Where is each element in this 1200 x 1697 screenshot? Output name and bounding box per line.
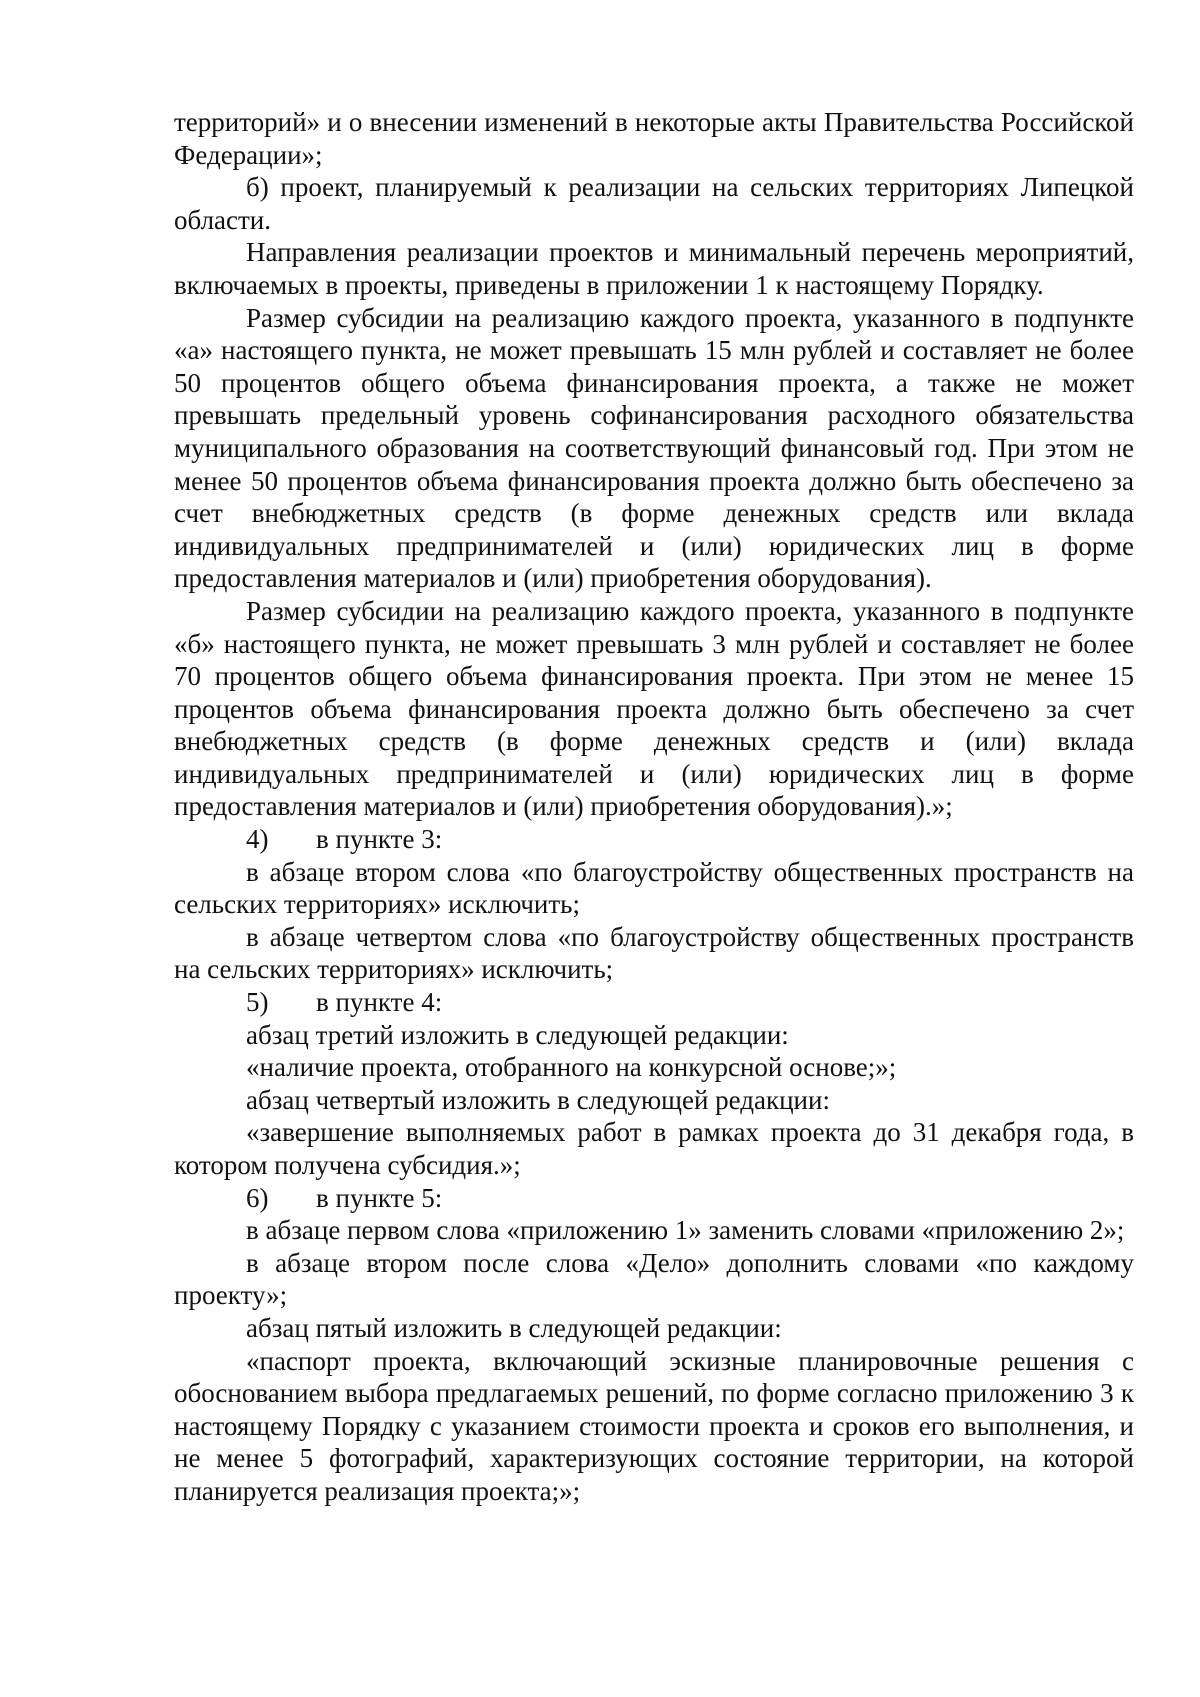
paragraph-quote-passport: «паспорт проекта, включающий эскизные планировочные решения с обоснованием выбора предлагаемых решений, по форме согласно приложению 3 к настоящему Порядку с указанием стоимости проекта и сроков его выполнения, и не менее 5 фотографий, характеризующих состояние территории, на которой планируется реализация проекта;»; <box>174 1345 1134 1506</box>
list-item-number: 4) <box>246 824 269 855</box>
paragraph-abzac-fifth-edit: абзац пятый изложить в следующей редакции: <box>246 1312 782 1343</box>
list-item-5 <box>174 986 1134 1019</box>
list-item-text: в пункте 5: <box>316 1182 443 1213</box>
list-item-text: в пункте 4: <box>316 987 443 1018</box>
paragraph-subitem-b: б) проект, планируемый к реализации на сельских территориях Липецкой области. <box>174 172 1134 235</box>
list-item-number: 5) <box>246 987 269 1018</box>
paragraph-abzac-second-add: в абзаце втором после слова «Дело» дополнить словами «по каждому проекту»; <box>174 1247 1134 1311</box>
paragraph-abzac-third-edit: абзац третий изложить в следующей редакции: <box>246 1019 789 1050</box>
document-page <box>174 106 1134 1508</box>
paragraph-quote-project: «наличие проекта, отобранного на конкурсной основе;»; <box>246 1052 897 1083</box>
list-item-4 <box>174 823 1134 856</box>
paragraph-subsidy-a: Размер субсидии на реализацию каждого проекта, указанного в подпункте «а» настоящего пункта, не может превышать 15 млн рублей и составляет не более 50 процентов общего объема финансирования проекта, а также не может превышать предельный уровень софинансирования расходного обязательства муниципального образования на соответствующий финансовый год. При этом не менее 50 процентов объема финансирования проекта должно быть обеспечено за счет внебюджетных средств (в форме денежных средств или вклада индивидуальных предпринимателей и (или) юридических лиц в форме предоставления материалов и (или) приобретения оборудования). <box>174 302 1134 594</box>
paragraph-directions: Направления реализации проектов и минимальный перечень мероприятий, включаемых в проекты, приведены в приложении 1 к настоящему Порядку. <box>174 237 1134 300</box>
paragraph-abzac-fourth: в абзаце четвертом слова «по благоустройству общественных пространств на сельских территориях» исключить; <box>174 921 1134 985</box>
list-item-text: в пункте 3: <box>316 824 443 855</box>
paragraph-abzac-first-replace: в абзаце первом слова «приложению 1» заменить словами «приложению 2»; <box>246 1215 1125 1246</box>
paragraph-abzac-fourth-edit: абзац четвертый изложить в следующей редакции: <box>246 1084 830 1115</box>
paragraph-subsidy-b: Размер субсидии на реализацию каждого проекта, указанного в подпункте «б» настоящего пункта, не может превышать 3 млн рублей и составляет не более 70 процентов общего объема финансирования проекта. При этом не менее 15 процентов объема финансирования проекта должно быть обеспечено за счет внебюджетных средств (в форме денежных средств и (или) вклада индивидуальных предпринимателей и (или) юридических лиц в форме предоставления материалов и (или) приобретения оборудования).»; <box>174 595 1134 822</box>
paragraph-continuation: территорий» и о внесении изменений в некоторые акты Правительства Российской Федерации»; <box>174 107 1134 170</box>
list-item-number: 6) <box>246 1182 269 1213</box>
paragraph-abzac-second: в абзаце втором слова «по благоустройству общественных пространств на сельских территориях» исключить; <box>174 856 1134 920</box>
list-item-6 <box>174 1182 1134 1215</box>
paragraph-quote-completion: «завершение выполняемых работ в рамках проекта до 31 декабря года, в котором получена субсидия.»; <box>174 1117 1134 1180</box>
